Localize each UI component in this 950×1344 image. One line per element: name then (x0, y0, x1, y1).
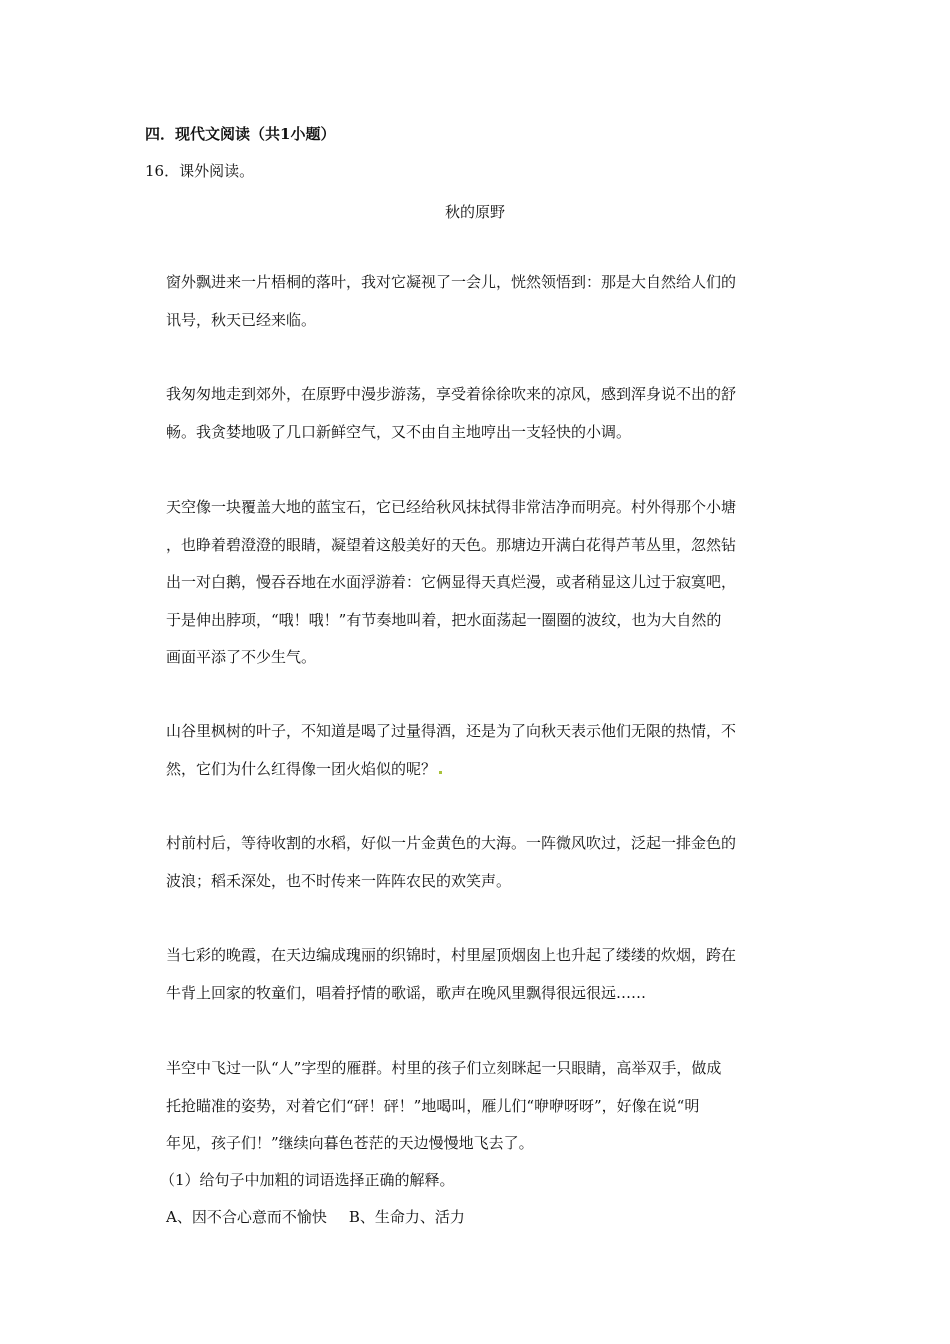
paragraph-line: 半空中飞过一队“人”字型的雁群。村里的孩子们立刻眯起一只眼睛，高举双手，做成 (166, 1059, 722, 1077)
paragraph-line: 畅。我贪婪地吸了几口新鲜空气，又不由自主地哼出一支轻快的小调。 (166, 422, 632, 441)
paragraph-4 (166, 721, 806, 796)
paragraph-line: 年见，孩子们！”继续向暮色苍茫的天边慢慢地飞去了。 (166, 1134, 534, 1152)
paragraph-line: 托抢瞄准的姿势，对着它们“砰！砰！”地喝叫，雁儿们“咿咿呀呀”，好像在说“明 (166, 1096, 700, 1115)
paragraph-7 (166, 1058, 806, 1171)
section-title: 四．现代文阅读（共1小题） (145, 125, 336, 143)
paragraph-line: 讯号，秋天已经来临。 (166, 310, 317, 329)
sub-question-label: （1）给句子中加粗的词语选择正确的解释。 (160, 1171, 455, 1189)
paragraph-line: 波浪；稻禾深处，也不时传来一阵阵农民的欢笑声。 (166, 871, 512, 890)
paragraph-line: 我匆匆地走到郊外，在原野中漫步游荡，享受着徐徐吹来的凉风，感到浑身说不出的舒 (166, 385, 737, 403)
paragraph-line: 于是伸出脖项，“哦！哦！”有节奏地叫着，把水面荡起一圈圈的波纹，也为大自然的 (166, 610, 722, 629)
paragraph-line: 画面平添了不少生气。 (166, 648, 317, 666)
paragraph-line: 然，它们为什么红得像一团火焰似的呢？ (166, 759, 437, 778)
paragraph-line: 当七彩的晚霞，在天边编成瑰丽的织锦时，村里屋顶烟囱上也升起了缕缕的炊烟，跨在 (166, 946, 737, 964)
answer-options (166, 1207, 465, 1227)
paragraph-6 (166, 945, 806, 1020)
paragraph-line: ，也睁着碧澄澄的眼睛，凝望着这般美好的天色。那塘边开满白花得芦苇丛里，忽然钻 (166, 535, 737, 554)
option-b: B、生命力、活力 (348, 1208, 465, 1226)
paragraph-line: 山谷里枫树的叶子，不知道是喝了过量得酒，还是为了向秋天表示他们无限的热情，不 (166, 722, 737, 740)
paragraph-line: 窗外飘进来一片梧桐的落叶，我对它凝视了一会儿，恍然领悟到：那是大自然给人们的 (166, 273, 737, 291)
marker-dot (439, 771, 442, 774)
paragraph-line: 天空像一块覆盖大地的蓝宝石，它已经给秋风抹拭得非常洁净而明亮。村外得那个小塘 (166, 498, 737, 516)
question-number: 16．课外阅读。 (145, 162, 255, 180)
article-title: 秋的原野 (444, 203, 505, 221)
paragraph-line: 牛背上回家的牧童们，唱着抒情的歌谣，歌声在晚风里飘得很远很远…… (166, 983, 647, 1002)
option-a: A、因不合心意而不愉快 (166, 1208, 327, 1226)
paragraph-3 (166, 497, 806, 685)
paragraph-line: 出一对白鹅，慢吞吞地在水面浮游着：它俩显得天真烂漫，或者稍显这儿过于寂寞吧， (166, 573, 737, 591)
paragraph-5 (166, 833, 806, 908)
paragraph-2 (166, 384, 806, 459)
paragraph-line: 村前村后，等待收割的水稻，好似一片金黄色的大海。一阵微风吹过，泛起一排金色的 (166, 834, 737, 852)
paragraph-line-with-marker (166, 759, 806, 797)
paragraph-1 (166, 272, 806, 347)
